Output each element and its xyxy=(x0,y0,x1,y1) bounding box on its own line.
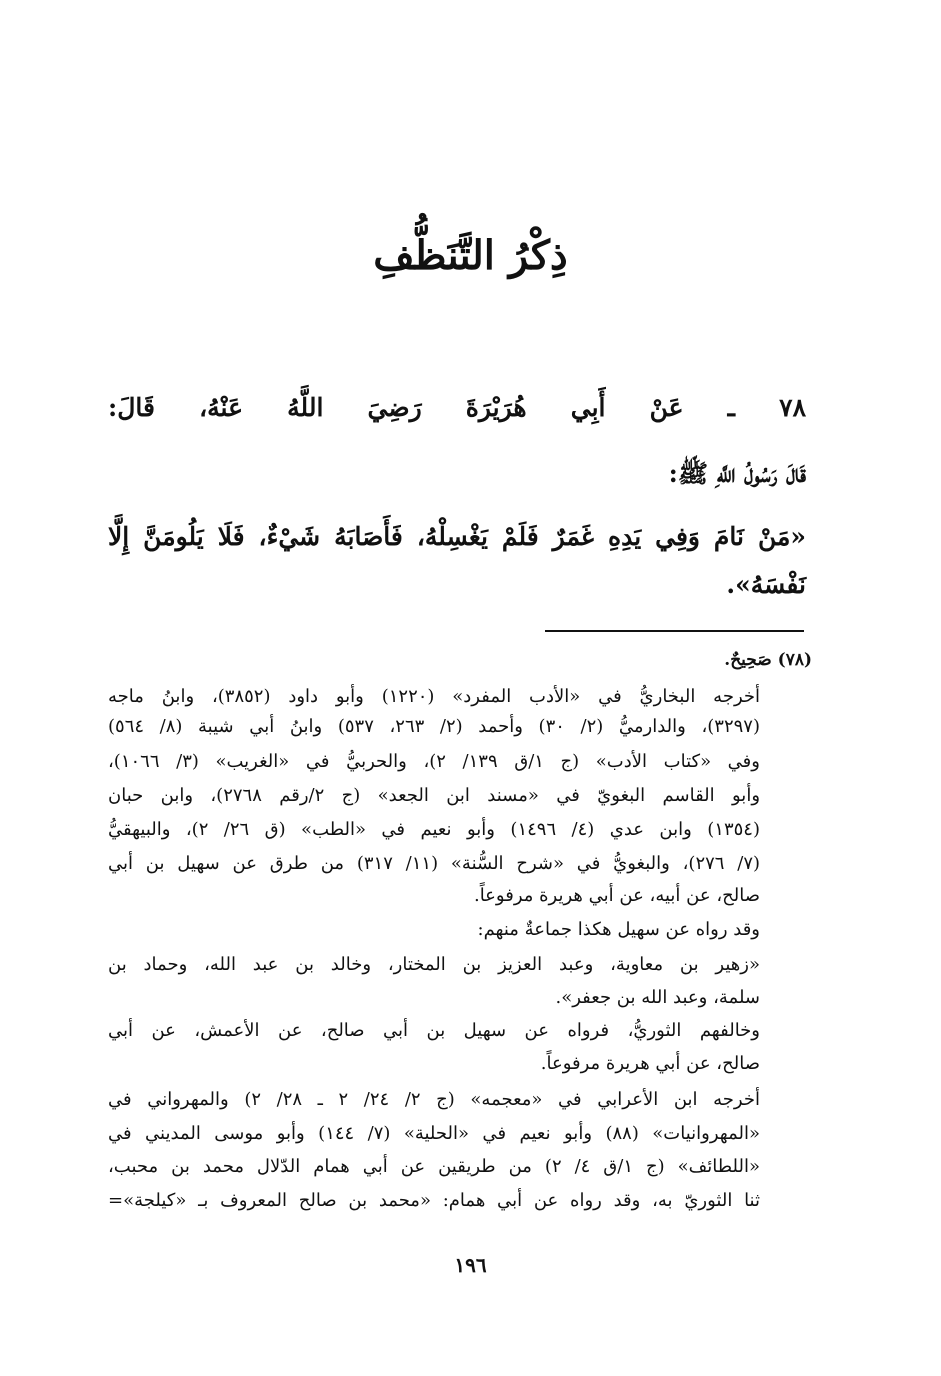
chapter-title: ذِكْرُ التَّنَظُّفِ xyxy=(373,232,568,279)
footnote-line: وقد رواه عن سهيل هكذا جماعةٌ منهم: xyxy=(477,919,760,940)
footnote-line: سلمة، وعبد الله بن جعفر». xyxy=(555,987,760,1008)
footnote-line: صالح، عن أبيه، عن أبي هريرة مرفوعاً. xyxy=(473,885,760,906)
hadith-line-4: نَفْسَهُ». xyxy=(726,570,806,599)
footnote-heading: (٧٨) صَحِيحٌ. xyxy=(724,650,812,670)
footnote-line: «المهروانيات» (٨٨) وأبو نعيم في «الحلية» (٧/ ١٤٤) وأبو موسى المديني في xyxy=(108,1123,760,1144)
footnote-line: وأبو القاسم البغويّ في «مسند ابن الجعد» (ج ٢/رقم ٢٧٦٨)، وابن حبان xyxy=(108,785,761,806)
hadith-line-2: قَالَ رَسُولُ اللَّهِ ﷺ: xyxy=(668,459,806,488)
footnote-line: ثنا الثوريّ به، وقد رواه عن أبي همام: «محمد بن صالح المعروف بـ «كيلجة»= xyxy=(108,1190,760,1211)
footnote-line: (١٣٥٤) وابن عدي (٤/ ١٤٩٦) وأبو نعيم في «الطب» (ق ٢٦/ ٢)، والبيهقيُّ xyxy=(108,819,760,840)
footnote-line: وفي «كتاب الأدب» (ج ١/ق ١٣٩/ ٢)، والحربيُّ في «الغريب» (٣/ ١٠٦٦)، xyxy=(108,751,760,772)
footnote-separator xyxy=(545,630,804,632)
footnote-line: صالح، عن أبي هريرة مرفوعاً. xyxy=(540,1053,760,1074)
footnote-line: (٣٢٩٧)، والدارميُّ (٢/ ٣٠) وأحمد (٢/ ٢٦٣، ٥٣٧) وابنُ أبي شيبة (٨/ ٥٦٤) xyxy=(108,716,760,737)
hadith-line-1: ٧٨ ـ عَنْ أَبِي هُرَيْرَةَ رَضِيَ اللَّهُ عَنْهُ، قَالَ: xyxy=(108,393,806,422)
page-number: ١٩٦ xyxy=(454,1253,487,1277)
footnote-line: أخرجه ابن الأعرابي في «معجمه» (ج ٢/ ٢٤/ ٢ ـ ٢٨/ ٢) والمهرواني في xyxy=(108,1089,760,1110)
footnote-line: (٧/ ٢٧٦)، والبغويُّ في «شرح السُّنة» (١١/ ٣١٧) من طرق عن سهيل بن أبي xyxy=(108,853,761,874)
footnote-line: أخرجه البخاريُّ في «الأدب المفرد» (١٢٢٠) وأبو داود (٣٨٥٢)، وابنُ ماجه xyxy=(108,686,761,707)
hadith-line-3: «مَنْ نَامَ وَفِي يَدِهِ غَمَرٌ فَلَمْ يَغْسِلْهُ، فَأَصَابَهُ شَيْءٌ، فَلَا يَلُومَنَّ إِلَّا xyxy=(108,522,806,551)
footnote-line: «اللطائف» (ج ١/ق ٤/ ٢) من طريقين عن أبي همام الدّلال محمد بن محبب، xyxy=(108,1156,760,1177)
footnote-line: «زهير بن معاوية، وعبد العزيز بن المختار، وخالد بن عبد الله، وحماد بن xyxy=(108,954,760,975)
footnote-line: وخالفهم الثوريُّ، فرواه عن سهيل بن أبي صالح، عن الأعمش، عن أبي xyxy=(108,1020,760,1041)
